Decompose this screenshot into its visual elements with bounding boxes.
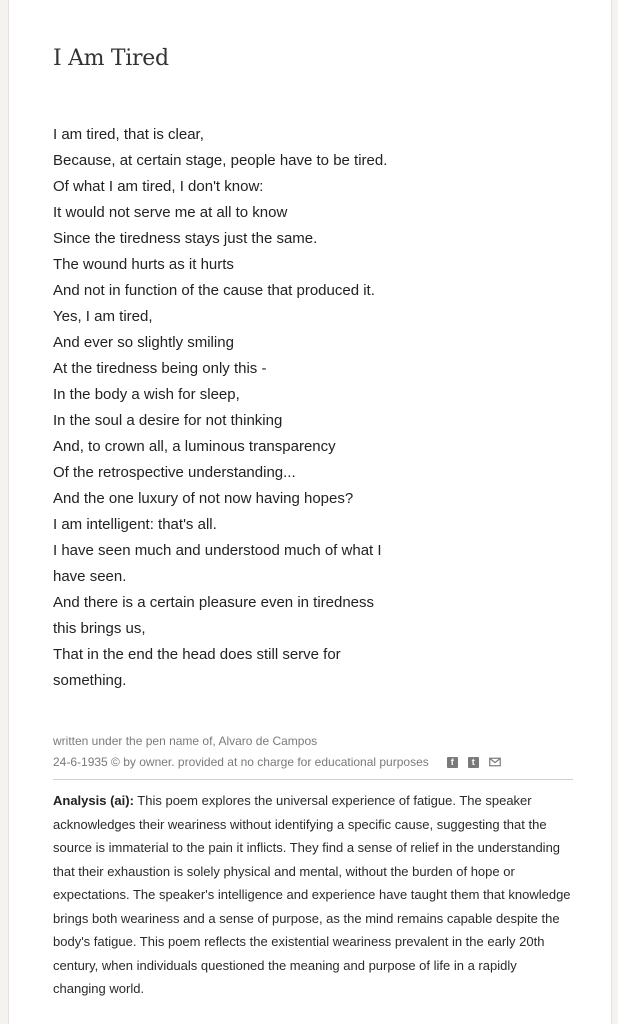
email-icon[interactable] [489, 756, 501, 768]
poem-line: And there is a certain pleasure even in tiredness [53, 594, 375, 611]
share-links [437, 756, 501, 768]
date-copyright-text: 24-6-1935 © by owner. provided at no charge for educational purposes [53, 755, 429, 769]
poem-line: Of the retrospective understanding... [53, 464, 296, 481]
poem-body [53, 122, 433, 694]
poem-line: And the one luxury of not now having hopes? [53, 490, 354, 507]
poem-line: I am tired, that is clear, [53, 126, 204, 143]
poem-line: Yes, I am tired, [53, 308, 153, 325]
poem-line: In the soul a desire for not thinking [53, 412, 283, 429]
poem-line: And not in function of the cause that produced it. [53, 282, 375, 299]
analysis-text: This poem explores the universal experience of fatigue. The speaker acknowledges their weariness without identifying a specific cause, suggesting that the source is immaterial to the pain it inflicts. They find a sense of relief in the understanding that their exhaustion is solely physical and mental, without the burden of hope or expectations. The speaker's intelligence and experience have taught them that knowledge brings both weariness and a sense of purpose, as the mind remains capable despite the body's fatigue. This poem reflects the existential weariness prevalent in the early 20th century, when individuals questioned the meaning and purpose of life in a rapidly changing world. [53, 793, 571, 996]
author-credit: written under the pen name of, Alvaro de Campos [53, 734, 318, 748]
poem-line: Since the tiredness stays just the same. [53, 230, 318, 247]
divider [53, 779, 573, 780]
poem-line: And, to crown all, a luminous transparency [53, 438, 336, 455]
poem-line: It would not serve me at all to know [53, 204, 288, 221]
poem-line: have seen. [53, 568, 127, 585]
poem-line: this brings us, [53, 620, 146, 637]
poem-line: In the body a wish for sleep, [53, 386, 240, 403]
facebook-icon[interactable]: f [447, 757, 458, 768]
page-card [8, 0, 612, 1024]
poem-line: Of what I am tired, I don't know: [53, 178, 264, 195]
poem-line: something. [53, 672, 127, 689]
publication-meta [53, 753, 501, 771]
poem-line: The wound hurts as it hurts [53, 256, 234, 273]
poem-line: That in the end the head does still serve for [53, 646, 341, 663]
poem-line: And ever so slightly smiling [53, 334, 234, 351]
poem-line: I have seen much and understood much of what I [53, 542, 382, 559]
poem-line: Because, at certain stage, people have to be tired. [53, 152, 388, 169]
poem-line: At the tiredness being only this - [53, 360, 267, 377]
poem-title: I Am Tired [53, 46, 169, 71]
analysis-label: Analysis (ai): [53, 793, 134, 808]
poem-line: I am intelligent: that's all. [53, 516, 217, 533]
twitter-icon[interactable]: t [468, 757, 479, 768]
analysis-section [53, 789, 573, 1001]
